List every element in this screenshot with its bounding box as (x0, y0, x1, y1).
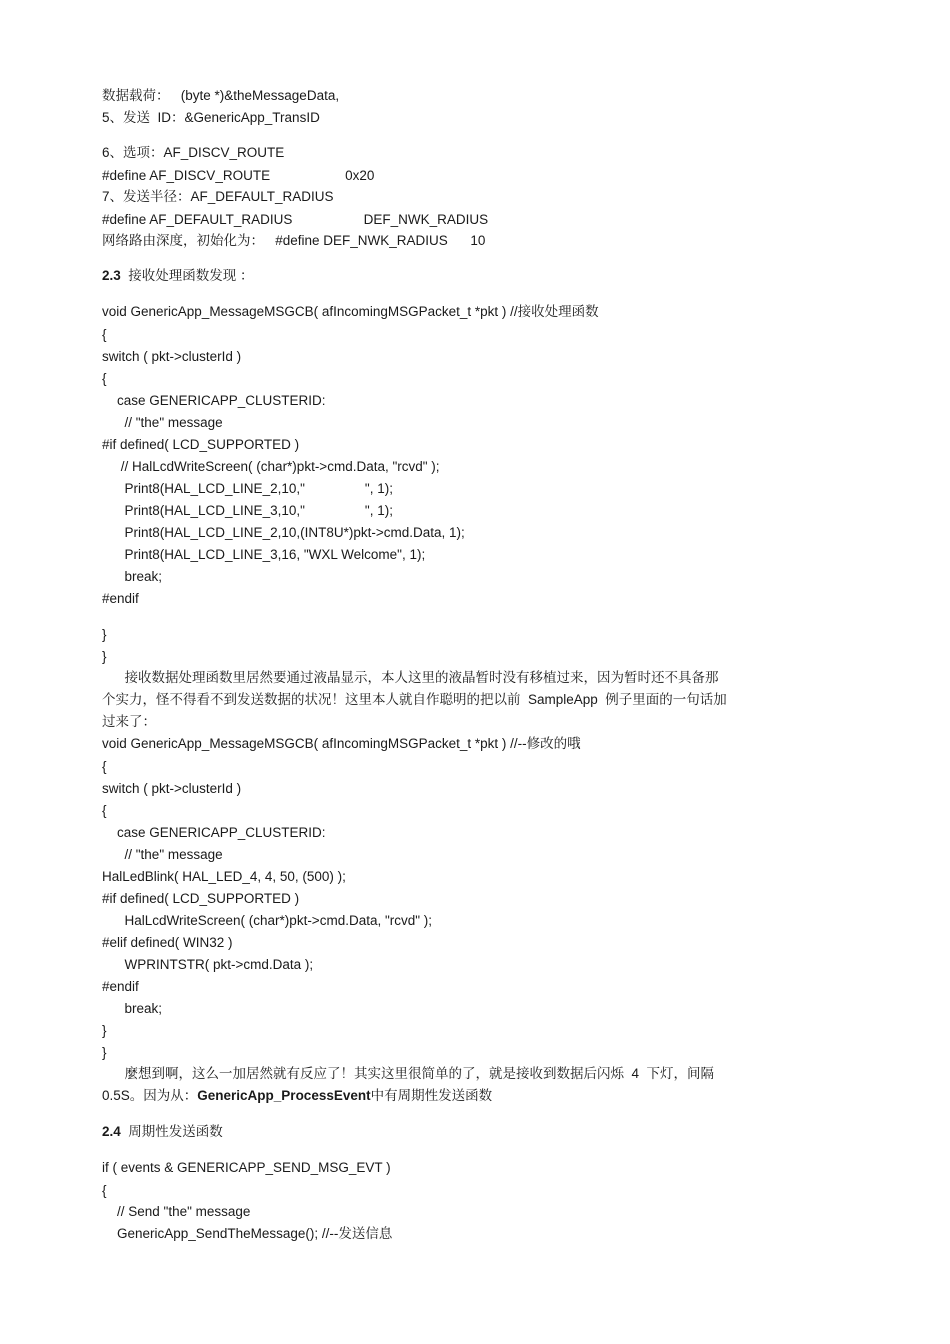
text-line: 数据载荷： (byte *)&theMessageData, (102, 88, 340, 103)
code-line: Print8(HAL_LCD_LINE_3,16, "WXL Welcome", 1); (102, 547, 426, 562)
code-line: // "the" message (102, 847, 223, 862)
paragraph-line (102, 1088, 492, 1104)
section-heading (102, 268, 254, 284)
code-line: // HalLcdWriteScreen( (char*)pkt->cmd.Data, "rcvd" ); (102, 459, 440, 474)
code-line: } (102, 649, 107, 664)
code-line: if ( events & GENERICAPP_SEND_MSG_EVT ) (102, 1160, 391, 1175)
section-title: 接收处理函数发现 ： (120, 268, 254, 283)
code-line: WPRINTSTR( pkt->cmd.Data ); (102, 957, 314, 972)
code-line: { (102, 327, 107, 342)
code-line: switch ( pkt->clusterId ) (102, 781, 242, 796)
code-line: break; (102, 1001, 163, 1016)
text-line: #define AF_DISCV_ROUTE 0x20 (102, 168, 375, 183)
code-line: { (102, 759, 107, 774)
code-line: #if defined( LCD_SUPPORTED ) (102, 437, 300, 452)
code-line: HalLcdWriteScreen( (char*)pkt->cmd.Data, "rcvd" ); (102, 913, 433, 928)
section-title: 周期性发送函数 (120, 1124, 223, 1139)
code-line: } (102, 1023, 107, 1038)
text-line: 网络路由深度，初始化为： #define DEF_NWK_RADIUS 10 (102, 233, 486, 248)
paragraph-line: 过来了： (102, 714, 156, 729)
function-name: GenericApp_ProcessEvent (197, 1088, 371, 1103)
paragraph-text-tail: 中有周期性发送函数 (370, 1088, 493, 1103)
code-line: #if defined( LCD_SUPPORTED ) (102, 891, 300, 906)
text-line: #define AF_DEFAULT_RADIUS DEF_NWK_RADIUS (102, 212, 489, 227)
code-line: #endif (102, 979, 139, 994)
code-line: void GenericApp_MessageMSGCB( afIncomingMSGPacket_t *pkt ) //--修改的哦 (102, 736, 581, 751)
code-line: case GENERICAPP_CLUSTERID: (102, 825, 326, 840)
code-line: HalLedBlink( HAL_LED_4, 4, 50, (500) ); (102, 869, 346, 884)
code-line: #elif defined( WIN32 ) (102, 935, 233, 950)
code-line: } (102, 1045, 107, 1060)
paragraph-line: 麼想到啊，这么一加居然就有反应了！其实这里很简单的了，就是接收到数据后闪烁 4 下灯，间隔 (102, 1066, 715, 1081)
paragraph-text: 0.5S。因为从： (102, 1088, 198, 1103)
text-line: 6、选项：AF_DISCV_ROUTE (102, 145, 285, 160)
section-heading (102, 1124, 223, 1140)
code-line: { (102, 1183, 107, 1198)
section-number: 2.4 (102, 1124, 121, 1139)
paragraph-line: 个实力，怪不得看不到发送数据的状况！这里本人就自作聪明的把以前 SampleApp 例子里面的一句话加 (102, 692, 727, 707)
code-line: Print8(HAL_LCD_LINE_2,10," ", 1); (102, 481, 393, 496)
code-line: { (102, 371, 107, 386)
code-line: Print8(HAL_LCD_LINE_3,10," ", 1); (102, 503, 393, 518)
code-line: switch ( pkt->clusterId ) (102, 349, 242, 364)
text-line: 7、发送半径：AF_DEFAULT_RADIUS (102, 189, 334, 204)
code-line: Print8(HAL_LCD_LINE_2,10,(INT8U*)pkt->cmd.Data, 1); (102, 525, 465, 540)
code-line: void GenericApp_MessageMSGCB( afIncomingMSGPacket_t *pkt ) //接收处理函数 (102, 304, 599, 319)
section-number: 2.3 (102, 268, 121, 283)
code-line: { (102, 803, 107, 818)
code-line: break; (102, 569, 163, 584)
text-line: 5、发送 ID：&GenericApp_TransID (102, 110, 320, 125)
code-line: // "the" message (102, 415, 223, 430)
code-line: // Send "the" message (102, 1204, 251, 1219)
paragraph-line: 接收数据处理函数里居然要通过液晶显示，本人这里的液晶暂时没有移植过来，因为暂时还不具备那 (102, 670, 719, 685)
code-line: case GENERICAPP_CLUSTERID: (102, 393, 326, 408)
code-line: } (102, 627, 107, 642)
code-line: #endif (102, 591, 139, 606)
code-line: GenericApp_SendTheMessage(); //--发送信息 (102, 1226, 393, 1241)
